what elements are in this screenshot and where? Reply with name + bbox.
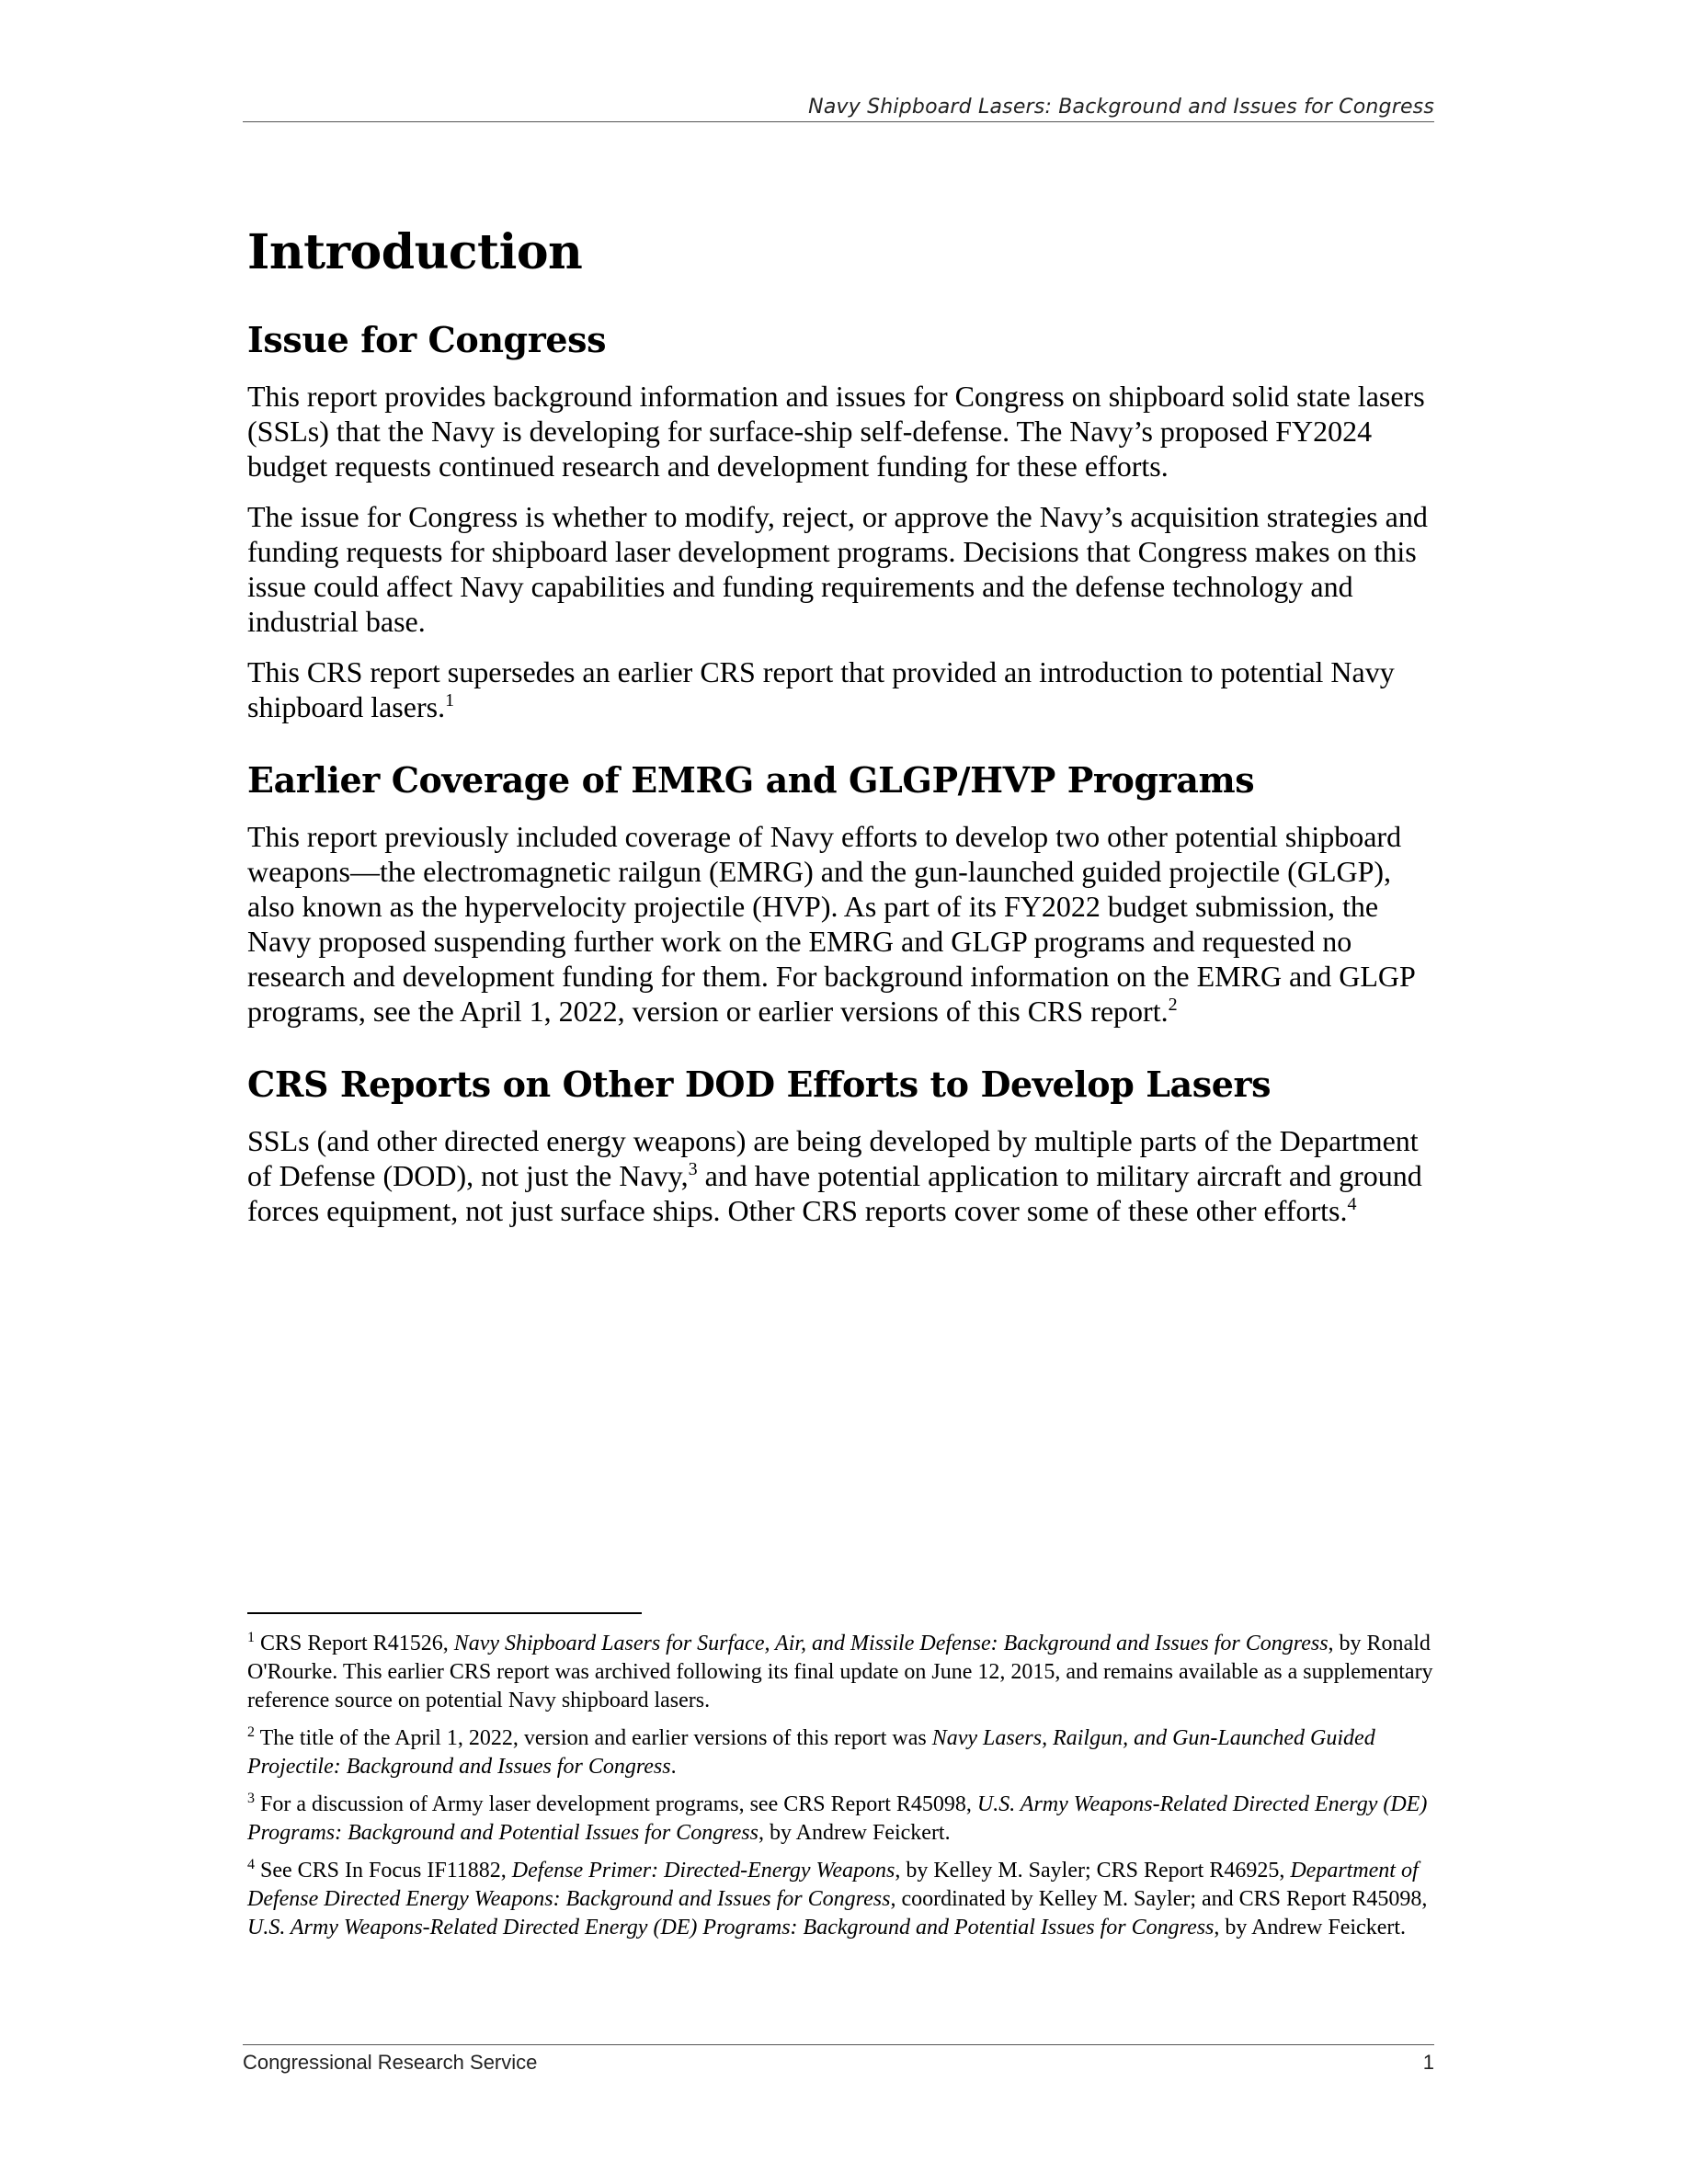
footnote-number: 2 [247,1724,255,1740]
footnote-1 [247,1630,1443,1715]
footnote-4 [247,1857,1443,1942]
paragraph-text: SSLs (and other directed energy weapons) are being developed by multiple parts of the Department of Defense (DOD), not just the Navy, [247,1124,1419,1192]
running-footer [243,2044,1434,2075]
footnote-title: Defense Primer: Directed-Energy Weapons [511,1859,895,1883]
paragraph: The issue for Congress is whether to modify, reject, or approve the Navy’s acquisition strategies and funding requests for shipboard laser development programs. Decisions that Congress makes on this issue could affect Navy capabilities and funding requirements and the defense technology and industrial base. [247,500,1428,638]
footnote-text: , by Ronald O'Rourke. This earlier CRS report was archived following its final update on June 12, 2015, and remains available as a supplementary reference source on potential Navy shipboard lasers. [247,1632,1433,1712]
footnote-text: The title of the April 1, 2022, version and earlier versions of this report was [255,1726,932,1750]
section-heading-issue: Issue for Congress [247,319,607,360]
paragraph [247,819,1433,1029]
footnote-title: U.S. Army Weapons-Related Directed Energy (DE) Programs: Background and Potential Issues for Congress [247,1792,1428,1845]
footnote-title: Department of Defense Directed Energy Weapons: Background and Issues for Congress [247,1859,1419,1911]
main-content [247,224,1433,1244]
footnote-number: 3 [247,1791,255,1806]
footnote-text: , by Andrew Feickert. [758,1821,951,1845]
paragraph-text: and have potential application to military aircraft and ground forces equipment, not just surface ships. Other CRS reports cover some of these other efforts. [247,1159,1422,1227]
footer-org: Congressional Research Service [243,2051,538,2074]
paragraph: This report provides background information and issues for Congress on shipboard solid state lasers (SSLs) that the Navy is developing for surface-ship self-defense. The Navy’s proposed FY2024 budget requests continued research and development funding for these efforts. [247,380,1425,483]
paragraph [247,1123,1433,1228]
section-heading-earlier-coverage: Earlier Coverage of EMRG and GLGP/HVP Programs [247,759,1255,801]
footnotes [247,1630,1443,1951]
footnote-3 [247,1791,1443,1848]
footnote-title: Navy Shipboard Lasers for Surface, Air, and Missile Defense: Background and Issues for Congress [453,1632,1329,1655]
page-number: 1 [1422,2051,1434,2074]
footnote-title: Navy Lasers, Railgun, and Gun-Launched Guided Projectile: Background and Issues for Congress [247,1726,1375,1779]
page-title: Introduction [247,224,583,280]
footnote-2 [247,1724,1443,1781]
paragraph-text: This report previously included coverage of Navy efforts to develop two other potential shipboard weapons—the electromagnetic railgun (EMRG) and the gun-launched guided projectile (GLGP), also known as the hypervelocity projectile (HVP). As part of its FY2022 budget submission, the Navy proposed suspending further work on the EMRG and GLGP programs and requested no research and development funding for them. For background information on the EMRG and GLGP programs, see the April 1, 2022, version or earlier versions of this CRS report. [247,820,1415,1028]
footnote-text: , by Andrew Feickert. [1214,1916,1407,1939]
footnote-number: 1 [247,1630,255,1645]
footnote-ref[interactable]: 3 [688,1159,698,1179]
footnote-number: 4 [247,1857,255,1872]
footnote-text: For a discussion of Army laser development programs, see CRS Report R45098, [255,1792,977,1816]
paragraph [247,654,1433,724]
footnote-text: See CRS In Focus IF11882, [255,1859,512,1883]
footnote-divider [247,1612,642,1614]
paragraph-text: This CRS report supersedes an earlier CRS report that provided an introduction to potential Navy shipboard lasers. [247,655,1395,723]
footnote-ref[interactable]: 2 [1168,995,1178,1015]
running-header: Navy Shipboard Lasers: Background and Issues for Congress [243,96,1434,122]
footnote-ref[interactable]: 1 [445,690,455,711]
footnote-text: , coordinated by Kelley M. Sayler; and CRS Report R45098, [890,1887,1428,1911]
section-heading-other-dod: CRS Reports on Other DOD Efforts to Develop Lasers [247,1064,1272,1105]
footnote-text: , by Kelley M. Sayler; CRS Report R46925, [895,1859,1291,1883]
footnote-title: U.S. Army Weapons-Related Directed Energy (DE) Programs: Background and Potential Issues for Congress [247,1916,1215,1939]
footnote-text: CRS Report R41526, [255,1632,454,1655]
footnote-ref[interactable]: 4 [1347,1194,1357,1214]
footnote-text: . [670,1755,677,1779]
